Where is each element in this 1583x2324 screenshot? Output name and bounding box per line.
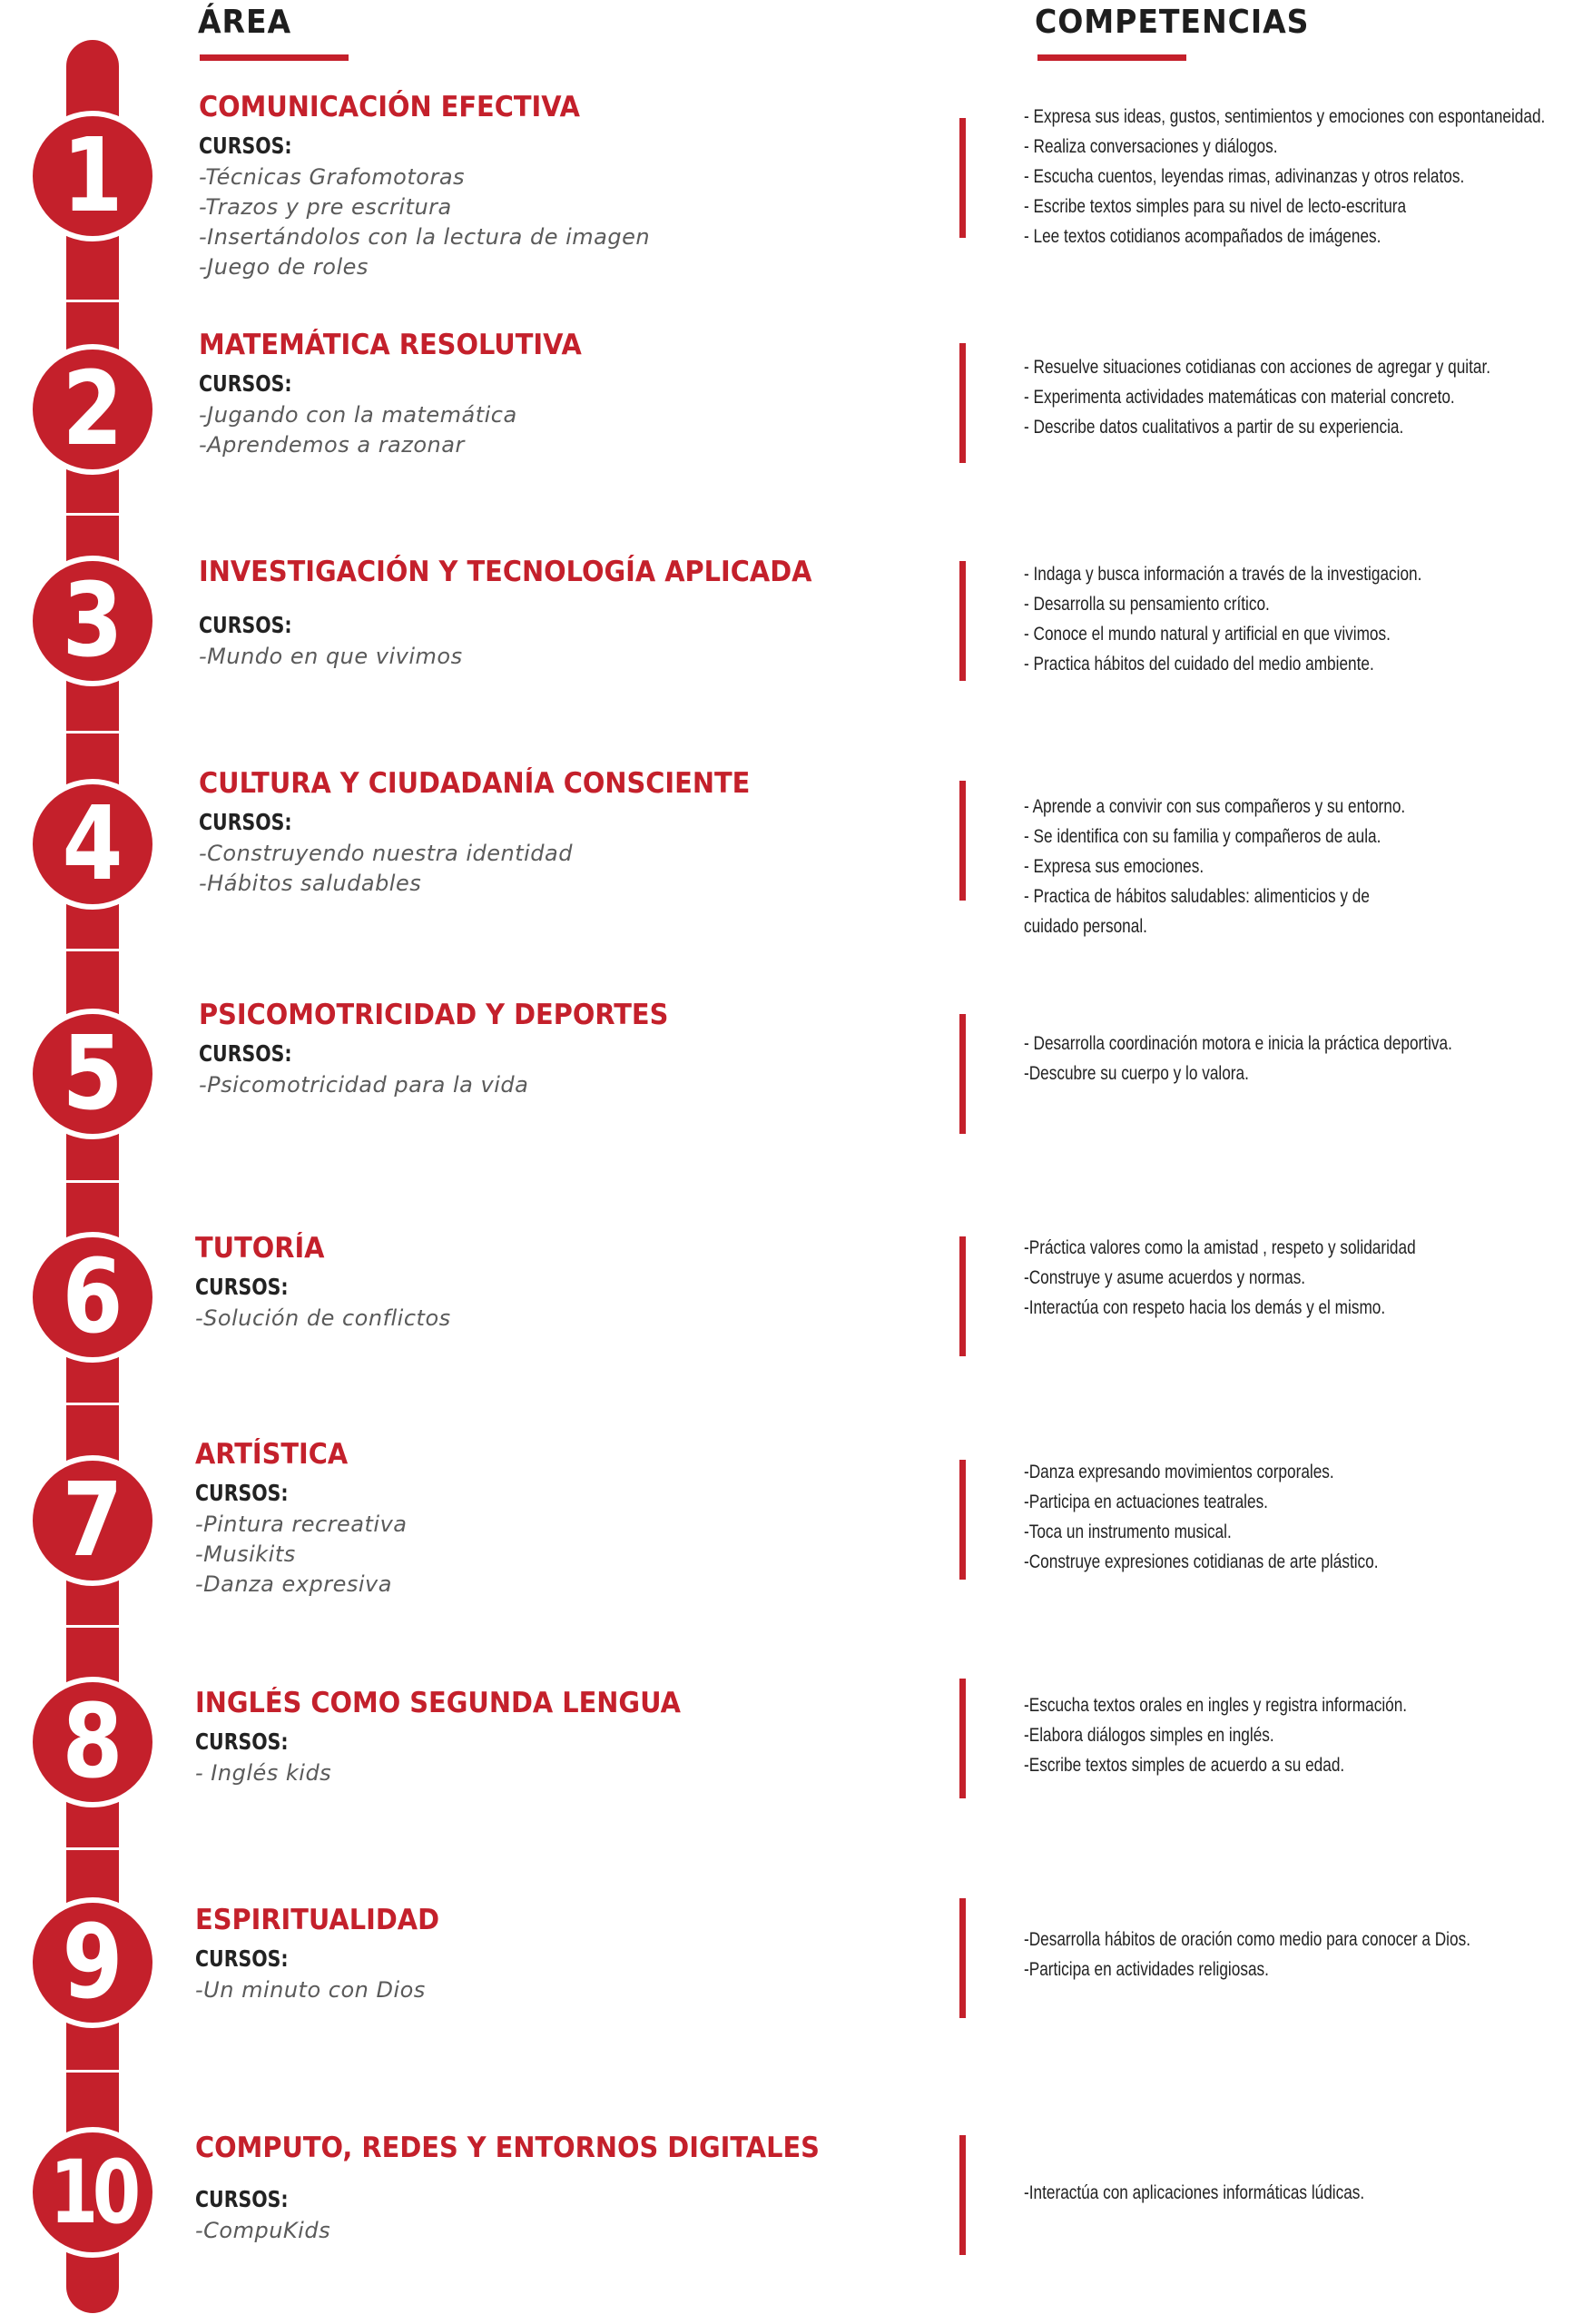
- competencias-divider: [959, 781, 966, 901]
- cursos-label: CURSOS:: [195, 1945, 289, 1972]
- competencia-item: - Escribe textos simples para su nivel de lecto-escritura: [1024, 196, 1407, 217]
- area-block-3: [199, 556, 943, 672]
- competencia-item: -Participa en actividades religiosas.: [1024, 1959, 1269, 1980]
- course-item: -Mundo en que vivimos: [199, 644, 463, 669]
- area-block-1: [199, 91, 943, 282]
- competencias-divider: [959, 1460, 966, 1580]
- competencias-list-4: [1024, 792, 1583, 941]
- competencia-item: -Elabora diálogos simples en inglés.: [1024, 1725, 1274, 1746]
- area-title: PSICOMOTRICIDAD Y DEPORTES: [199, 999, 669, 1031]
- competencias-list-10: [1024, 2178, 1583, 2208]
- competencia-item: - Indaga y busca información a través de la investigacion.: [1024, 564, 1422, 585]
- course-item: -Solución de conflictos: [195, 1305, 451, 1331]
- competencias-divider: [959, 2135, 966, 2255]
- timeline-spine-gap: [64, 949, 122, 951]
- area-title: ESPIRITUALIDAD: [195, 1904, 440, 1936]
- competencia-item: -Construye expresiones cotidianas de arte plástico.: [1024, 1551, 1379, 1572]
- competencias-divider: [959, 1014, 966, 1134]
- area-number-badge: 6: [27, 1232, 158, 1363]
- area-block-10: [195, 2132, 939, 2246]
- timeline-spine-gap: [64, 1625, 122, 1628]
- cursos-label: CURSOS:: [195, 1480, 289, 1506]
- course-item: -CompuKids: [195, 2218, 331, 2243]
- competencia-item: -Descubre su cuerpo y lo valora.: [1024, 1063, 1249, 1084]
- course-item: -Jugando con la matemática: [199, 402, 517, 428]
- competencia-item: -Escribe textos simples de acuerdo a su edad.: [1024, 1755, 1345, 1776]
- area-block-8: [195, 1687, 939, 1788]
- competencia-item: cuidado personal.: [1024, 916, 1147, 937]
- cursos-label: CURSOS:: [199, 1040, 292, 1067]
- competencia-item: -Toca un instrumento musical.: [1024, 1521, 1232, 1542]
- cursos-label: CURSOS:: [199, 809, 292, 835]
- competencia-item: - Describe datos cualitativos a partir de su experiencia.: [1024, 417, 1404, 438]
- course-item: -Juego de roles: [199, 254, 369, 280]
- area-title: ARTÍSTICA: [195, 1438, 349, 1471]
- competencia-item: -Participa en actuaciones teatrales.: [1024, 1492, 1268, 1512]
- course-item: -Musikits: [195, 1541, 296, 1567]
- cursos-label: CURSOS:: [195, 1728, 289, 1755]
- timeline-spine-gap: [64, 513, 122, 516]
- cursos-label: CURSOS:: [199, 133, 292, 159]
- area-block-5: [199, 999, 943, 1100]
- competencia-item: - Resuelve situaciones cotidianas con acciones de agregar y quitar.: [1024, 357, 1491, 378]
- competencias-divider: [959, 1898, 966, 2018]
- competencia-item: -Danza expresando movimientos corporales.: [1024, 1462, 1334, 1482]
- area-number-badge: 10: [27, 2127, 158, 2258]
- timeline-spine-gap: [64, 1403, 122, 1405]
- area-title: CULTURA Y CIUDADANÍA CONSCIENTE: [199, 767, 751, 800]
- area-title: MATEMÁTICA RESOLUTIVA: [199, 329, 582, 361]
- area-number-badge: 4: [27, 779, 158, 910]
- competencias-divider: [959, 561, 966, 681]
- course-item: -Danza expresiva: [195, 1571, 392, 1597]
- competencias-list-2: [1024, 352, 1583, 442]
- competencia-item: -Escucha textos orales en ingles y registra información.: [1024, 1695, 1408, 1716]
- competencias-list-7: [1024, 1457, 1583, 1577]
- competencias-divider: [959, 343, 966, 463]
- timeline-spine-gap: [64, 1847, 122, 1850]
- competencia-item: - Practica de hábitos saludables: alimenticios y de: [1024, 886, 1370, 907]
- competencias-header: COMPETENCIAS: [1035, 4, 1310, 41]
- course-item: -Insertándolos con la lectura de imagen: [199, 224, 651, 250]
- area-block-4: [199, 767, 943, 899]
- competencias-divider: [959, 1679, 966, 1798]
- course-item: -Un minuto con Dios: [195, 1977, 426, 2003]
- course-item: -Pintura recreativa: [195, 1512, 408, 1537]
- area-title: COMUNICACIÓN EFECTIVA: [199, 91, 580, 123]
- area-number-badge: 9: [27, 1897, 158, 2028]
- competencia-item: -Desarrolla hábitos de oración como medio para conocer a Dios.: [1024, 1929, 1470, 1950]
- cursos-label: CURSOS:: [199, 370, 292, 397]
- area-number-badge: 1: [27, 111, 158, 241]
- competencia-item: -Construye y asume acuerdos y normas.: [1024, 1267, 1306, 1288]
- course-item: -Técnicas Grafomotoras: [199, 164, 466, 190]
- area-header-underline: [200, 54, 349, 61]
- competencia-item: - Desarrolla coordinación motora e inicia la práctica deportiva.: [1024, 1033, 1452, 1054]
- area-title: INGLÉS COMO SEGUNDA LENGUA: [195, 1687, 681, 1719]
- area-number-badge: 3: [27, 556, 158, 686]
- competencia-item: -Práctica valores como la amistad , respeto y solidaridad: [1024, 1237, 1416, 1258]
- competencia-item: -Interactúa con aplicaciones informáticas lúdicas.: [1024, 2182, 1365, 2203]
- area-header: ÁREA: [198, 4, 292, 41]
- competencias-list-1: [1024, 102, 1583, 251]
- course-item: -Construyendo nuestra identidad: [199, 841, 573, 866]
- area-number-badge: 7: [27, 1455, 158, 1586]
- cursos-label: CURSOS:: [195, 2186, 289, 2212]
- competencia-item: - Conoce el mundo natural y artificial en que vivimos.: [1024, 624, 1391, 645]
- competencias-list-8: [1024, 1690, 1583, 1780]
- cursos-label: CURSOS:: [195, 1274, 289, 1300]
- competencia-item: - Escucha cuentos, leyendas rimas, adivinanzas y otros relatos.: [1024, 166, 1465, 187]
- timeline-spine-gap: [64, 1180, 122, 1183]
- competencia-item: - Aprende a convivir con sus compañeros y su entorno.: [1024, 796, 1406, 817]
- competencia-item: - Realiza conversaciones y diálogos.: [1024, 136, 1278, 157]
- area-number-badge: 5: [27, 1009, 158, 1139]
- competencias-list-9: [1024, 1925, 1583, 1984]
- course-item: -Trazos y pre escritura: [199, 194, 452, 220]
- area-title: INVESTIGACIÓN Y TECNOLOGÍA APLICADA: [199, 556, 812, 588]
- cursos-label: CURSOS:: [199, 612, 292, 638]
- competencia-item: - Lee textos cotidianos acompañados de imágenes.: [1024, 226, 1381, 247]
- course-item: -Psicomotricidad para la vida: [199, 1072, 529, 1098]
- course-item: - Inglés kids: [195, 1760, 332, 1786]
- area-title: COMPUTO, REDES Y ENTORNOS DIGITALES: [195, 2132, 820, 2164]
- competencia-item: - Expresa sus ideas, gustos, sentimientos y emociones con espontaneidad.: [1024, 106, 1546, 127]
- competencias-list-5: [1024, 1029, 1583, 1088]
- competencia-item: -Interactúa con respeto hacia los demás y el mismo.: [1024, 1297, 1386, 1318]
- competencias-list-3: [1024, 559, 1583, 679]
- competencia-item: - Experimenta actividades matemáticas con material concreto.: [1024, 387, 1455, 408]
- area-block-7: [195, 1438, 939, 1600]
- competencia-item: - Se identifica con su familia y compañeros de aula.: [1024, 826, 1381, 847]
- area-block-9: [195, 1904, 939, 2005]
- competencia-item: - Practica hábitos del cuidado del medio ambiente.: [1024, 654, 1374, 675]
- area-number-badge: 2: [27, 344, 158, 475]
- competencias-divider: [959, 118, 966, 238]
- competencias-list-6: [1024, 1233, 1583, 1323]
- area-title: TUTORÍA: [195, 1232, 325, 1265]
- area-number-badge: 8: [27, 1677, 158, 1807]
- area-block-6: [195, 1232, 939, 1334]
- competencia-item: - Expresa sus emociones.: [1024, 856, 1204, 877]
- area-block-2: [199, 329, 943, 460]
- timeline-spine-gap: [64, 300, 122, 302]
- competencia-item: - Desarrolla su pensamiento crítico.: [1024, 594, 1270, 615]
- course-item: -Aprendemos a razonar: [199, 432, 465, 458]
- course-item: -Hábitos saludables: [199, 871, 422, 896]
- timeline-spine-gap: [64, 731, 122, 734]
- timeline-spine-gap: [64, 2070, 122, 2073]
- competencias-header-underline: [1037, 54, 1186, 61]
- competencias-divider: [959, 1236, 966, 1356]
